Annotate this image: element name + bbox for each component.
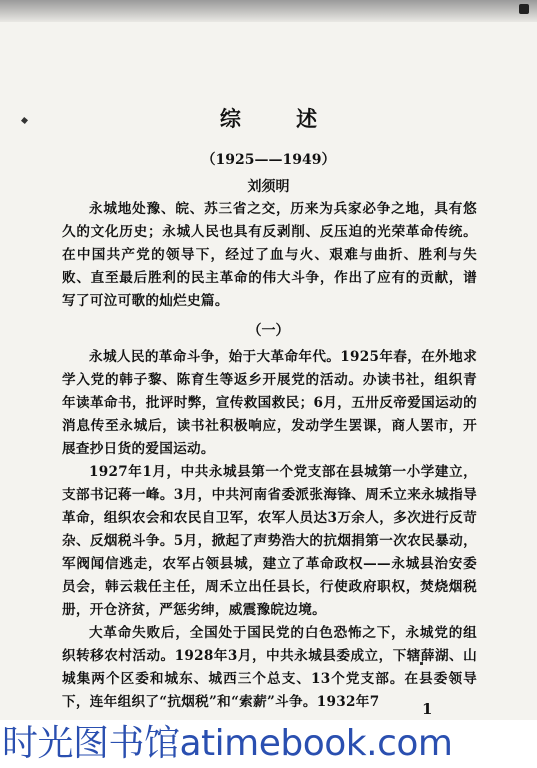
author-name: 刘须明 bbox=[247, 179, 290, 195]
body-paragraph: 1927年1月，中共永城县第一个党支部在县城第一小学建立，支部书记蒋一峰。3月，中共河南省委派张海锋、周禾立来永城指导革命，组织农会和农民自卫军，农军人员达3万余人，多次进行反苛杂、反烟税斗争。5月，掀起了声势浩大的抗烟捐第一次农民暴动，军阀闻信逃走，农军占领县城，建立了革命政权——永城县治安委员会，韩云栽任主任，周禾立出任县长，行使政府职权，焚烧烟税册，开仓济贫，严惩劣绅，威震豫皖边境。 bbox=[62, 464, 477, 618]
scan-corner-mark bbox=[519, 4, 529, 14]
watermark-banner: 时光图书馆atimebook.com bbox=[0, 720, 537, 768]
body-paragraph: 永城人民的革命斗争，始于大革命年代。1925年春，在外地求学入党的韩子黎、陈育生等返乡开展党的活动。办读书社，组织青年读革命书，批评时弊，宣传救国救民；6月，五卅反帝爱国运动的消息传至永城后，读书社积极响应，发动学生罢课，商人罢市，开展查抄日货的爱国运动。 bbox=[62, 349, 477, 457]
page-number: 1 bbox=[422, 700, 433, 718]
intro-paragraph: 永城地处豫、皖、苏三省之交，历来为兵家必争之地，具有悠久的文化历史；永城人民也具有反剥削、反压迫的光荣革命传统。在中国共产党的领导下，经过了血与火、艰难与曲折、胜利与失败、直至最后胜利的民主革命的伟大斗争，作出了应有的贡献，谱写了可泣可歌的灿烂史篇。 bbox=[62, 201, 477, 309]
date-range: （1925——1949） bbox=[201, 152, 336, 168]
scan-top-edge bbox=[0, 0, 537, 22]
section-heading: （一） bbox=[247, 323, 290, 339]
page-title: 综 述 bbox=[219, 106, 342, 131]
body-paragraph: 大革命失败后，全国处于国民党的白色恐怖之下，永城党的组织转移农村活动。1928年3月，中共永城县委成立，下辖薛湖、山城集两个区委和城东、城西三个总支、13个党支部。在县委领导下，连年组织了“抗烟税”和“索薪”斗争。1932年7 bbox=[62, 625, 477, 710]
